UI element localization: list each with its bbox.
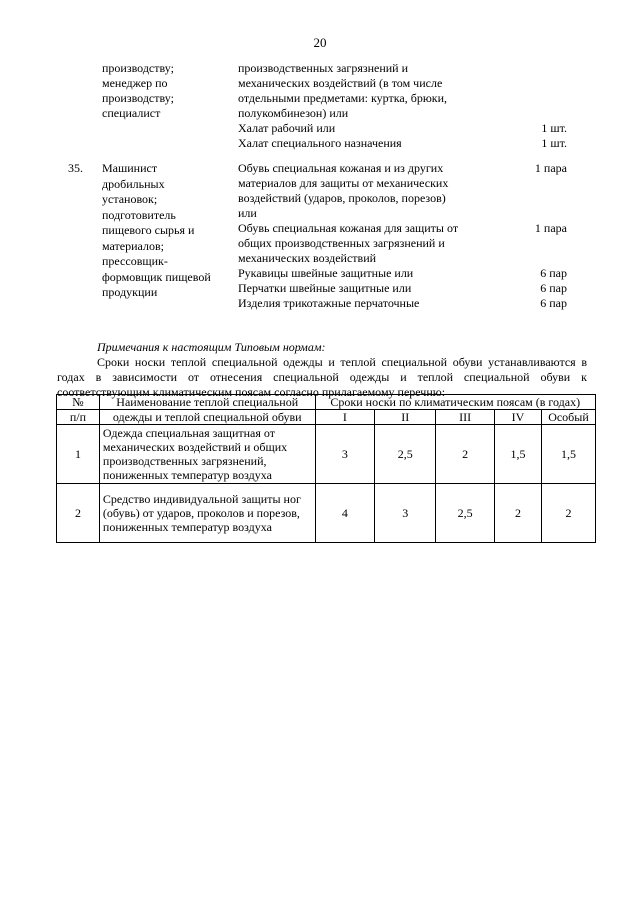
header-periods: Сроки носки по климатическим поясам (в годах) (315, 395, 595, 410)
row-number: 35. (68, 161, 83, 175)
zone-header: I (315, 410, 375, 425)
notes-heading: Примечания к настоящим Типовым нормам: (97, 340, 326, 354)
header-num-sub: п/п (57, 410, 100, 425)
table-row (57, 484, 596, 543)
item-line: или (238, 206, 257, 220)
header-name-sub: одежды и теплой специальной обуви (99, 410, 315, 425)
item-line: Обувь специальная кожаная и из других (238, 161, 444, 175)
item-line: материалов для защиты от механических (238, 176, 449, 190)
item-line: Обувь специальная кожаная для защиты от (238, 221, 459, 235)
header-num: № (57, 395, 100, 410)
item-line: общих производственных загрязнений и (238, 236, 445, 250)
item-line: воздействий (ударов, проколов, порезов) (238, 191, 446, 205)
item-line: Халат рабочий или (238, 121, 336, 135)
position-line: Машинист (102, 161, 158, 175)
position-35 (102, 161, 222, 301)
position-line: производству; (102, 61, 174, 75)
row-value: 2 (436, 425, 495, 484)
header-name: Наименование теплой специальной (99, 395, 315, 410)
row-value: 2,5 (375, 425, 436, 484)
position-line: менеджер по (102, 76, 168, 90)
climate-zone-table (56, 394, 596, 543)
item-line: механических воздействий (в том числе (238, 76, 443, 90)
row-value: 2 (495, 484, 542, 543)
position-line: специалист (102, 106, 161, 120)
row-name: Средство индивидуальной защиты ног (обувь) от ударов, проколов и порезов, пониженных температур воздуха (99, 484, 315, 543)
zone-header: IV (495, 410, 542, 425)
item-qty: 1 шт. (541, 121, 567, 135)
position-line: материалов; (102, 238, 164, 253)
position-continued (102, 61, 222, 121)
item-qty: 6 пар (540, 281, 567, 295)
row-value: 1,5 (495, 425, 542, 484)
position-line: продукции (102, 285, 158, 299)
position-line: установок; (102, 192, 158, 206)
table-header-row (57, 395, 596, 410)
position-line: формовщик пищевой (102, 269, 211, 284)
row-value: 4 (315, 484, 375, 543)
items-35 (238, 161, 498, 311)
item-qty: 6 пар (540, 266, 567, 280)
position-line: подготовитель (102, 207, 176, 222)
position-line: пищевого сырья и (102, 223, 195, 237)
position-line: прессовщик- (102, 254, 168, 268)
row-value: 2 (541, 484, 595, 543)
row-name: Одежда специальная защитная от механических воздействий и общих производственных загрязнений, пониженных температур воздуха (99, 425, 315, 484)
item-line: Перчатки швейные защитные или (238, 281, 412, 295)
row-value: 3 (375, 484, 436, 543)
table-row (57, 425, 596, 484)
item-qty: 1 шт. (541, 136, 567, 150)
notes-paragraph: Сроки носки теплой специальной одежды и теплой специальной обуви устанавливаются в годах в зависимости от отнесения специальной одежды и теплой специальной обуви к соответствующим климатическим поясам согласно прилагаемому перечню: (57, 355, 587, 399)
item-line: полукомбинезон) или (238, 106, 349, 120)
item-line: отдельными предметами: куртка, брюки, (238, 91, 448, 105)
zone-header: Особый (541, 410, 595, 425)
position-line: дробильных (102, 176, 165, 191)
item-line: Изделия трикотажные перчаточные (238, 296, 420, 310)
item-line: Халат специального назначения (238, 136, 402, 150)
row-num: 1 (57, 425, 100, 484)
item-line: механических воздействий (238, 251, 377, 265)
item-qty: 1 пара (534, 221, 567, 235)
page-number: 20 (313, 35, 327, 50)
row-value: 1,5 (541, 425, 595, 484)
row-num: 2 (57, 484, 100, 543)
zone-header: III (436, 410, 495, 425)
zone-header: II (375, 410, 436, 425)
position-line: производству; (102, 91, 174, 105)
item-qty: 1 пара (534, 161, 567, 175)
row-value: 3 (315, 425, 375, 484)
item-line: производственных загрязнений и (238, 61, 409, 75)
item-line: Рукавицы швейные защитные или (238, 266, 414, 280)
qty-continued (505, 121, 567, 151)
table-subheader-row (57, 410, 596, 425)
row-value: 2,5 (436, 484, 495, 543)
item-qty: 6 пар (540, 296, 567, 310)
items-continued (238, 61, 498, 151)
